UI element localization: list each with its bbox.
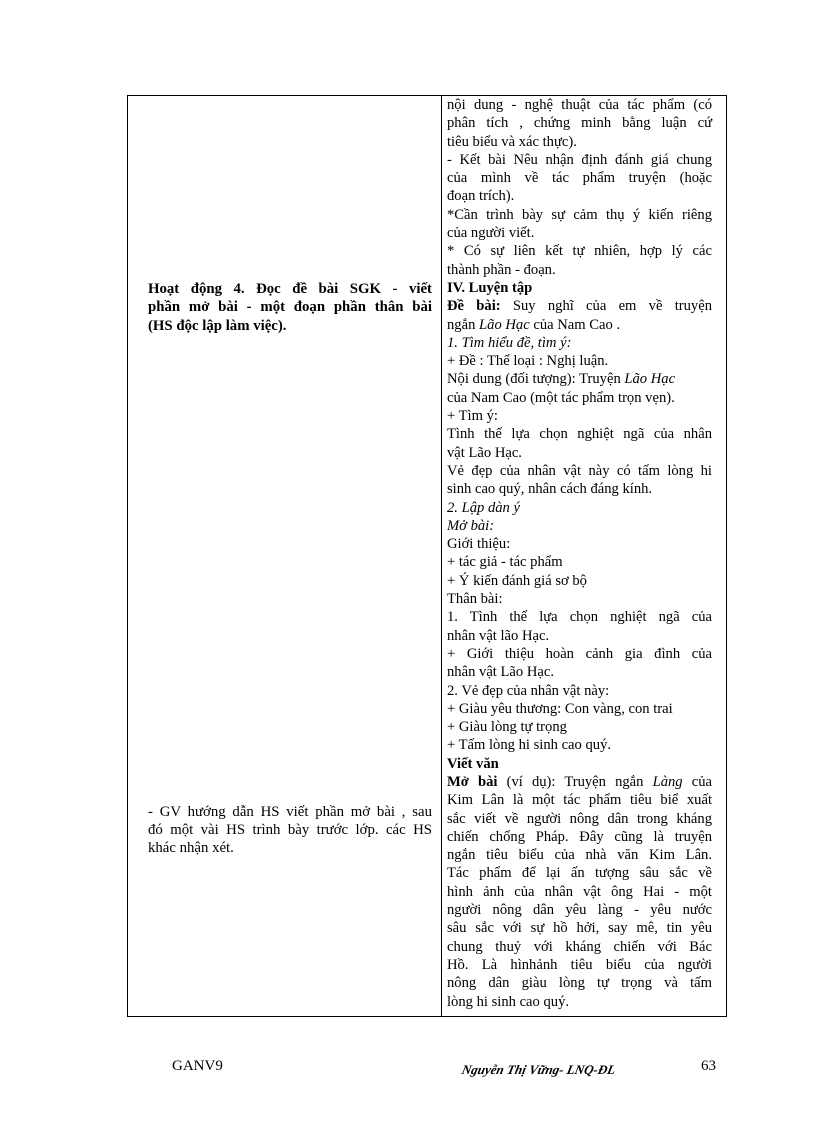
- content-line: 1. Tình thế lựa chọn nghiệt ngã của: [447, 609, 712, 626]
- subheading-analysis: 1. Tìm hiểu đề, tìm ý:: [447, 334, 572, 351]
- content-line: 2. Vẻ đẹp của nhân vật này:: [447, 682, 610, 699]
- content-line: + Tìm ý:: [447, 408, 498, 425]
- content-line: sinh cao quý, nhân cách đáng kính.: [447, 481, 653, 498]
- prompt-text: của Nam Cao .: [529, 316, 621, 333]
- content-line: đoạn trích).: [447, 188, 515, 205]
- content-line: Mở bài:: [447, 517, 495, 534]
- footer-author: Nguyễn Thị Vững- LNQ-ĐL: [460, 1062, 618, 1077]
- content-line: * Có sự liên kết tự nhiên, hợp lý các: [447, 243, 712, 260]
- column-divider: [441, 95, 442, 1017]
- content-line: Giới thiệu:: [447, 536, 511, 553]
- content-line: Thân bài:: [447, 591, 503, 608]
- content-line: Vẻ đẹp của nhân vật này có tấm lòng hi: [447, 462, 712, 479]
- content-line: tiêu biểu và xác thực).: [447, 133, 577, 150]
- section-heading-writing: Viết văn: [447, 755, 499, 772]
- content-line: nông dân giàu lòng tự trọng và tấm: [447, 975, 712, 992]
- content-line: *Cần trình bày sự cảm thụ ý kiến riêng: [447, 206, 712, 223]
- work-title: Làng: [652, 773, 683, 790]
- content-line: sắc viết về người nông dân trong kháng: [447, 810, 712, 827]
- footer-code: GANV9: [172, 1058, 223, 1074]
- content-line: - Kết bài Nêu nhận định đánh giá chung: [447, 151, 712, 168]
- content-line: + Đề : Thể loại : Nghị luận.: [447, 353, 609, 370]
- guide-line: đó một vài HS trình bày trước lớp. các HS: [148, 822, 432, 839]
- content-line: thành phần - đoạn.: [447, 261, 556, 278]
- content-line: Hồ. Là hìnhảnh tiêu biểu của người: [447, 956, 712, 973]
- prompt-text: ngắn: [447, 316, 480, 333]
- guide-line: khác nhận xét.: [148, 840, 234, 857]
- content-line: phân tích , chứng minh bằng luận cứ: [447, 115, 712, 132]
- content-line: nhân vật lão Hạc.: [447, 627, 550, 644]
- intro-label: Mở bài: [447, 773, 498, 790]
- content-line: [447, 773, 712, 791]
- content-text: Nội dung (đối tượng): Truyện: [447, 371, 625, 388]
- activity-heading-line: phần mở bài - một đoạn phần thân bài: [148, 299, 432, 316]
- content-line: của Nam Cao (một tác phẩm trọn vẹn).: [447, 389, 675, 406]
- prompt-line: [447, 316, 712, 334]
- teacher-guide: [148, 803, 432, 858]
- page-number: 63: [701, 1058, 716, 1074]
- content-line: + Tấm lòng hi sinh cao quý.: [447, 737, 612, 754]
- content-text: của: [682, 773, 712, 790]
- prompt-text: Suy nghĩ của em về truyện: [500, 298, 712, 315]
- content-line: Tình thế lựa chọn nghiệt ngã của nhân: [447, 426, 712, 443]
- subheading-outline: 2. Lập dàn ý: [447, 499, 520, 516]
- teacher-activity-column: [148, 280, 432, 858]
- content-line: ngắn tiêu biểu của nhà văn Kim Lân.: [447, 847, 712, 864]
- activity-heading-line: (HS độc lập làm việc).: [148, 317, 287, 334]
- content-line: vật Lão Hạc.: [447, 444, 522, 461]
- content-line: + Ý kiến đánh giá sơ bộ: [447, 572, 587, 589]
- content-line: + tác giả - tác phẩm: [447, 554, 563, 571]
- content-line: [447, 370, 712, 388]
- content-text: (ví dụ): Truyện ngắn: [497, 773, 653, 790]
- activity-heading-line: Hoạt động 4. Đọc đề bài SGK - viết: [148, 281, 432, 297]
- content-column: [447, 96, 712, 1011]
- content-line: + Giới thiệu hoàn cảnh gia đình của: [447, 645, 712, 662]
- prompt-label: Đề bài:: [447, 298, 501, 315]
- content-line: + Giàu lòng tự trọng: [447, 719, 567, 736]
- content-line: chung thuỷ với kháng chiến với Bác: [447, 938, 712, 955]
- content-line: lòng hi sinh cao quý.: [447, 993, 570, 1010]
- prompt-line: [447, 297, 712, 315]
- content-line: của người viết.: [447, 225, 535, 242]
- content-line: hình ảnh của nhân vật ông Hai - một: [447, 883, 712, 900]
- content-line: nhân vật Lão Hạc.: [447, 664, 554, 681]
- content-line: chiến chống Pháp. Đây cũng là truyện: [447, 828, 712, 845]
- content-line: sâu sắc với sự hồ hởi, say mê, tin yêu: [447, 920, 712, 937]
- content-line: người nông dân yêu làng - yêu nước: [447, 902, 712, 919]
- content-line: của mình về tác phẩm truyện (hoặc: [447, 170, 712, 187]
- content-line: Kim Lân là một tác phẩm tiêu biể xuất: [447, 792, 712, 809]
- guide-line: - GV hướng dẫn HS viết phần mở bài , sau: [148, 803, 432, 820]
- work-title: Lão Hạc: [624, 371, 676, 388]
- work-title: Lão Hạc: [479, 316, 530, 333]
- content-line: + Giàu yêu thương: Con vàng, con trai: [447, 700, 673, 717]
- content-line: nội dung - nghệ thuật của tác phẩm (có: [447, 97, 712, 113]
- section-heading-practice: IV. Luyện tập: [447, 279, 533, 296]
- content-line: Tác phẩm để lại ấn tượng sâu sắc về: [447, 865, 712, 882]
